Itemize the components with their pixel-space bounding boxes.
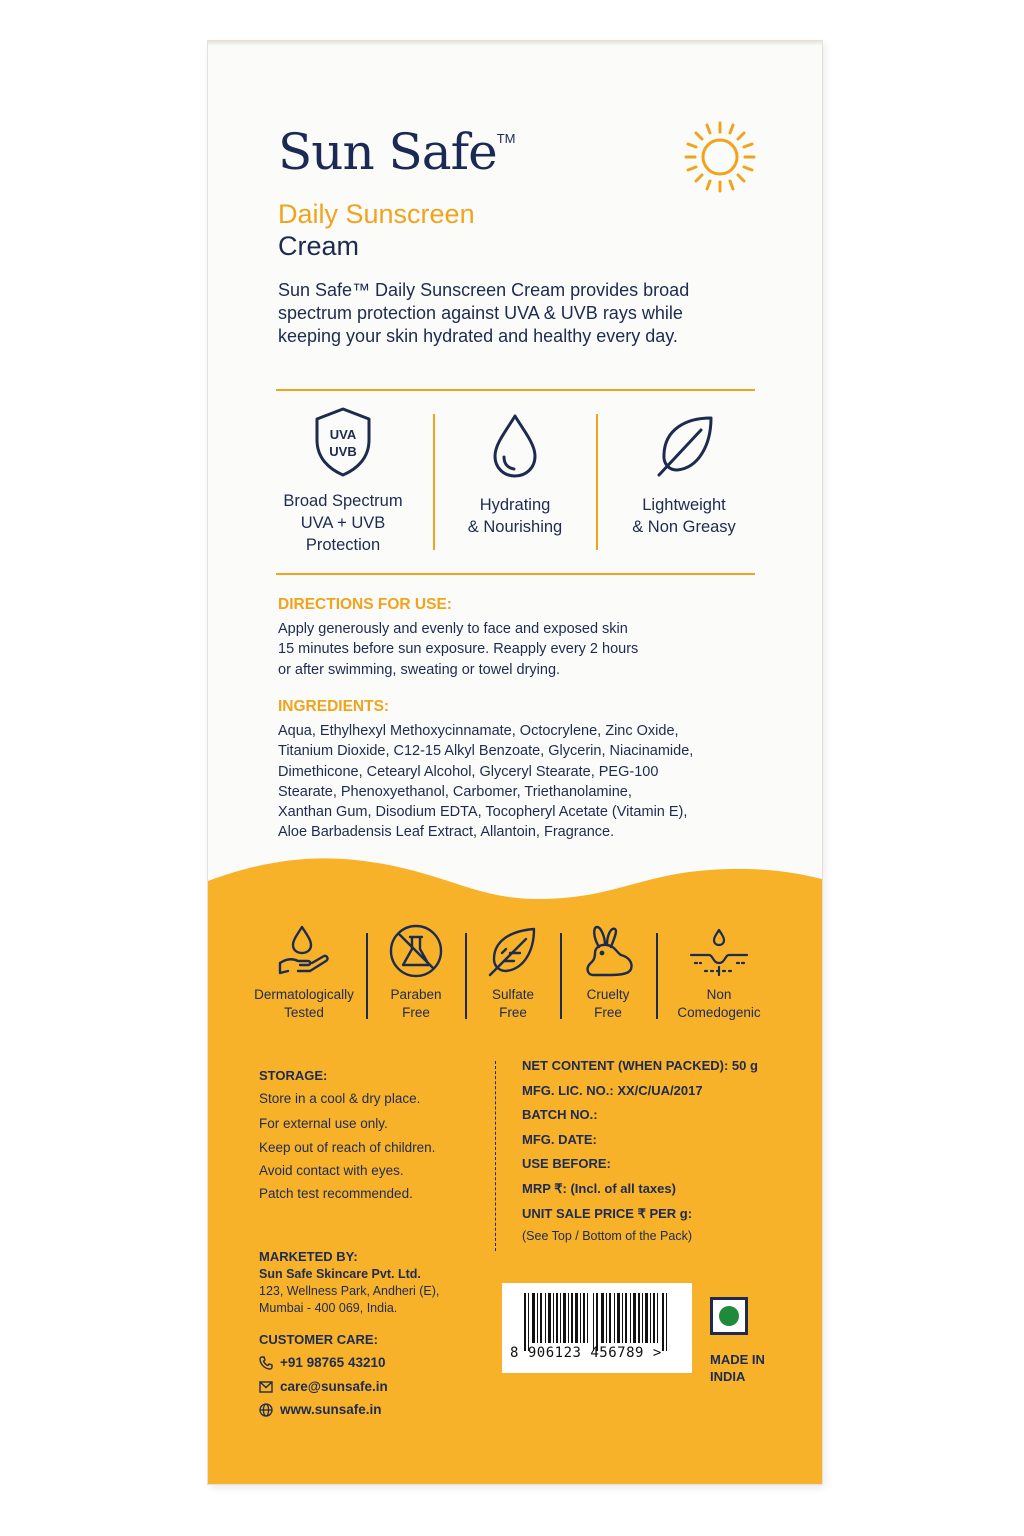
product-description: Sun Safe™ Daily Sunscreen Cream provides broad spectrum protection against UVA & UVB rays while keeping your skin hydrated and healthy every day. [278, 280, 690, 346]
feature-lightweight [614, 494, 754, 538]
text-line: Dimethicone, Cetearyl Alcohol, Glyceryl Stearate, PEG-100 [278, 763, 659, 780]
info-line: MRP ₹: (Incl. of all taxes) [522, 1180, 676, 1196]
badge-line: Free [402, 1005, 430, 1020]
no-flask-icon [388, 923, 444, 979]
product-box-back [208, 41, 822, 1484]
email-icon [259, 1381, 273, 1393]
leaf-icon [655, 414, 715, 478]
badge-line: Non [706, 987, 732, 1002]
feature-line: Broad Spectrum [283, 492, 403, 510]
globe-icon [259, 1403, 273, 1417]
directions-text [278, 619, 638, 680]
feature-line: & Nourishing [467, 518, 563, 536]
info-line: MFG. LIC. NO.: XX/C/UA/2017 [522, 1082, 703, 1098]
storage-heading: STORAGE: [259, 1068, 328, 1083]
product-title-line2: Cream [278, 231, 360, 261]
badge-line: Sulfate [491, 987, 535, 1002]
divider-bottom [276, 573, 755, 575]
badge-divider [656, 933, 658, 1019]
product-title-line1: Daily Sunscreen [278, 199, 475, 229]
badge-line: Comedogenic [677, 1005, 761, 1020]
veg-dot [719, 1306, 739, 1326]
text-line: Apply generously and evenly to face and exposed skin [278, 621, 628, 637]
text-line: Store in a cool & dry place. [259, 1091, 421, 1106]
feature-line: Lightweight [642, 496, 726, 514]
feature-divider [433, 414, 435, 550]
phone-icon [259, 1356, 273, 1370]
text-line: Keep out of reach of children. [259, 1139, 436, 1155]
uva-uvb-shield-icon [311, 406, 375, 478]
feature-broad-spectrum [273, 490, 413, 556]
ingredients-text [278, 721, 693, 843]
badge-dermatologically-tested [244, 986, 364, 1022]
badge-line: Tested [284, 1005, 324, 1020]
storage-text [259, 1087, 435, 1205]
marketed-company: Sun Safe Skincare Pvt. Ltd. [259, 1267, 421, 1281]
feature-line: & Non Greasy [632, 518, 736, 536]
directions-heading: DIRECTIONS FOR USE: [278, 596, 452, 613]
feature-line: Hydrating [479, 496, 551, 514]
feature-hydrating [445, 494, 585, 538]
barcode-digits: 8 906123 456789 [510, 1345, 644, 1361]
origin-line: INDIA [710, 1369, 746, 1384]
barcode-icon [524, 1293, 674, 1351]
text-line: Avoid contact with eyes. [259, 1162, 404, 1178]
feature-line: Protection [305, 536, 381, 554]
ingredients-heading: INGREDIENTS: [278, 698, 390, 715]
badge-cruelty-free [558, 986, 658, 1022]
text-line: 15 minutes before sun exposure. Reapply every 2 hours [278, 641, 639, 658]
text-line: Aqua, Ethylhexyl Methoxycinnamate, Octocrylene, Zinc Oxide, [278, 723, 679, 739]
feature-divider [596, 414, 598, 550]
veg-mark-icon [710, 1297, 748, 1335]
badge-line: Free [499, 1005, 527, 1020]
badge-non-comedogenic [660, 986, 778, 1022]
text-line: or after swimming, sweating or towel drying. [278, 661, 561, 678]
marketed-address-2: Mumbai - 400 069, India. [259, 1301, 398, 1315]
text-line: Stearate, Phenoxyethanol, Carbomer, Triethanolamine, [278, 783, 632, 800]
brand-name: Sun Safe™ [278, 123, 516, 181]
feature-line: UVA + UVB [300, 514, 386, 532]
sun-icon [678, 115, 762, 199]
shield-uva-text: UVA [329, 427, 357, 442]
info-line: MFG. DATE: [522, 1131, 597, 1147]
badge-line: Paraben [390, 987, 442, 1002]
badge-line: Cruelty [586, 987, 630, 1002]
made-in-india [710, 1351, 765, 1385]
text-line: Titanium Dioxide, C12-15 Alkyl Benzoate, Glycerin, Niacinamide, [278, 743, 694, 760]
phone-number[interactable]: +91 98765 43210 [280, 1355, 386, 1370]
badge-paraben-free [366, 986, 466, 1022]
divider-top [276, 389, 755, 391]
customer-care-heading: CUSTOMER CARE: [259, 1332, 378, 1347]
email-address[interactable]: care@sunsafe.in [280, 1379, 388, 1394]
barcode-number [510, 1345, 662, 1361]
info-divider [495, 1061, 496, 1251]
info-line: USE BEFORE: [522, 1156, 611, 1172]
info-line: NET CONTENT (WHEN PACKED): 50 g [522, 1058, 758, 1073]
leaf-icon [486, 925, 540, 979]
pore-icon [689, 927, 749, 979]
barcode-box [502, 1283, 692, 1373]
info-line: UNIT SALE PRICE ₹ PER g: [522, 1205, 693, 1221]
barcode-arrow: > [652, 1345, 662, 1361]
origin-line: MADE IN [710, 1352, 765, 1367]
text-line: For external use only. [259, 1116, 388, 1132]
pack-info-note: (See Top / Bottom of the Pack) [522, 1229, 692, 1243]
info-line: BATCH NO.: [522, 1107, 598, 1123]
marketed-address-1: 123, Wellness Park, Andheri (E), [259, 1284, 440, 1298]
marketed-heading: MARKETED BY: [259, 1249, 358, 1264]
text-line: Aloe Barbadensis Leaf Extract, Allantoin, Fragrance. [278, 824, 615, 841]
pack-info [522, 1054, 758, 1226]
shield-uvb-text: UVB [329, 444, 357, 459]
water-drop-icon [490, 413, 540, 479]
rabbit-icon [581, 923, 637, 979]
badge-line: Dermatologically [254, 987, 354, 1002]
badge-line: Free [594, 1005, 622, 1020]
badge-sulfate-free [463, 986, 563, 1022]
website[interactable]: www.sunsafe.in [280, 1402, 382, 1417]
hand-drop-icon [276, 923, 332, 979]
text-line: Xanthan Gum, Disodium EDTA, Tocopheryl Acetate (Vitamin E), [278, 804, 688, 821]
text-line: Patch test recommended. [259, 1186, 413, 1202]
